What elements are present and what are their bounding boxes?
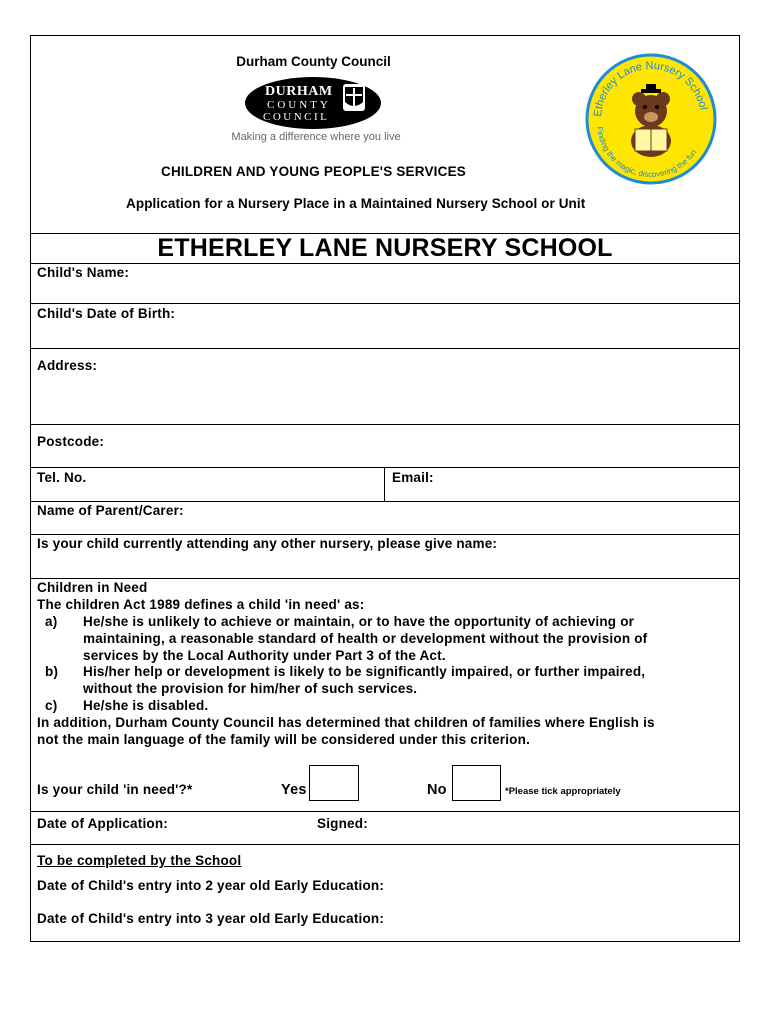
council-name: Durham County Council [236, 54, 391, 69]
application-form [30, 35, 740, 942]
addition-line1: In addition, Durham County Council has determined that children of families where English is [37, 715, 655, 730]
divider [31, 303, 739, 304]
divider [31, 348, 739, 349]
signed-field[interactable]: Signed: [317, 816, 368, 831]
child-dob-field[interactable]: Child's Date of Birth: [37, 306, 176, 321]
badge-motto: Finding the magic, discovering the fun [595, 126, 699, 180]
divider [31, 811, 739, 812]
date-of-application-field[interactable]: Date of Application: [37, 816, 168, 831]
divider [31, 534, 739, 535]
services-heading: CHILDREN AND YOUNG PEOPLE'S SERVICES [161, 164, 466, 179]
addition-line2: not the main language of the family will be considered under this criterion. [37, 732, 531, 747]
logo-line2: COUNTY [267, 99, 331, 111]
tel-field[interactable]: Tel. No. [37, 470, 87, 485]
parent-carer-field[interactable]: Name of Parent/Carer: [37, 503, 184, 518]
postcode-field[interactable]: Postcode: [37, 434, 105, 449]
logo-line1: DURHAM [265, 84, 333, 99]
council-tagline: Making a difference where you live [231, 131, 401, 143]
school-section-heading: To be completed by the School [37, 853, 242, 868]
no-label: No [427, 782, 447, 798]
list-item-a-line3: services by the Local Authority under Part 3 of the Act. [83, 648, 446, 663]
badge-text: Etherley Lane Nursery School [591, 59, 710, 118]
durham-council-logo [245, 76, 385, 130]
divider [31, 578, 739, 579]
divider [384, 467, 385, 501]
no-checkbox[interactable] [452, 765, 501, 801]
other-nursery-field[interactable]: Is your child currently attending any other nursery, please give name: [37, 536, 498, 551]
logo-line3: COUNCIL [263, 111, 330, 123]
divider [31, 263, 739, 264]
list-marker-b: b) [45, 664, 59, 679]
list-marker-a: a) [45, 614, 58, 629]
list-item-b-line2: without the provision for him/her of such services. [83, 681, 418, 696]
children-in-need-intro: The children Act 1989 defines a child 'in need' as: [37, 597, 365, 612]
divider [31, 844, 739, 845]
children-in-need-heading: Children in Need [37, 580, 148, 595]
in-need-question: Is your child 'in need'?* [37, 782, 193, 797]
list-marker-c: c) [45, 698, 58, 713]
list-item-a-line2: maintaining, a reasonable standard of health or development without the provision of [83, 631, 648, 646]
list-item-b-line1: His/her help or development is likely to be significantly impaired, or further impaired, [83, 664, 646, 679]
divider [31, 467, 739, 468]
yes-label: Yes [281, 782, 307, 798]
school-name: ETHERLEY LANE NURSERY SCHOOL [157, 234, 613, 262]
email-field[interactable]: Email: [392, 470, 434, 485]
list-item-c-line1: He/she is disabled. [83, 698, 209, 713]
list-item-a-line1: He/she is unlikely to achieve or maintain, or to have the opportunity of achieving or [83, 614, 635, 629]
yes-checkbox[interactable] [309, 765, 359, 801]
address-field[interactable]: Address: [37, 358, 98, 373]
child-name-field[interactable]: Child's Name: [37, 265, 130, 280]
school-badge [583, 51, 719, 187]
divider [31, 501, 739, 502]
application-title: Application for a Nursery Place in a Maintained Nursery School or Unit [126, 196, 586, 211]
divider [31, 424, 739, 425]
entry-3yr-field[interactable]: Date of Child's entry into 3 year old Early Education: [37, 911, 385, 926]
entry-2yr-field[interactable]: Date of Child's entry into 2 year old Early Education: [37, 878, 385, 893]
tick-note: *Please tick appropriately [505, 786, 621, 797]
